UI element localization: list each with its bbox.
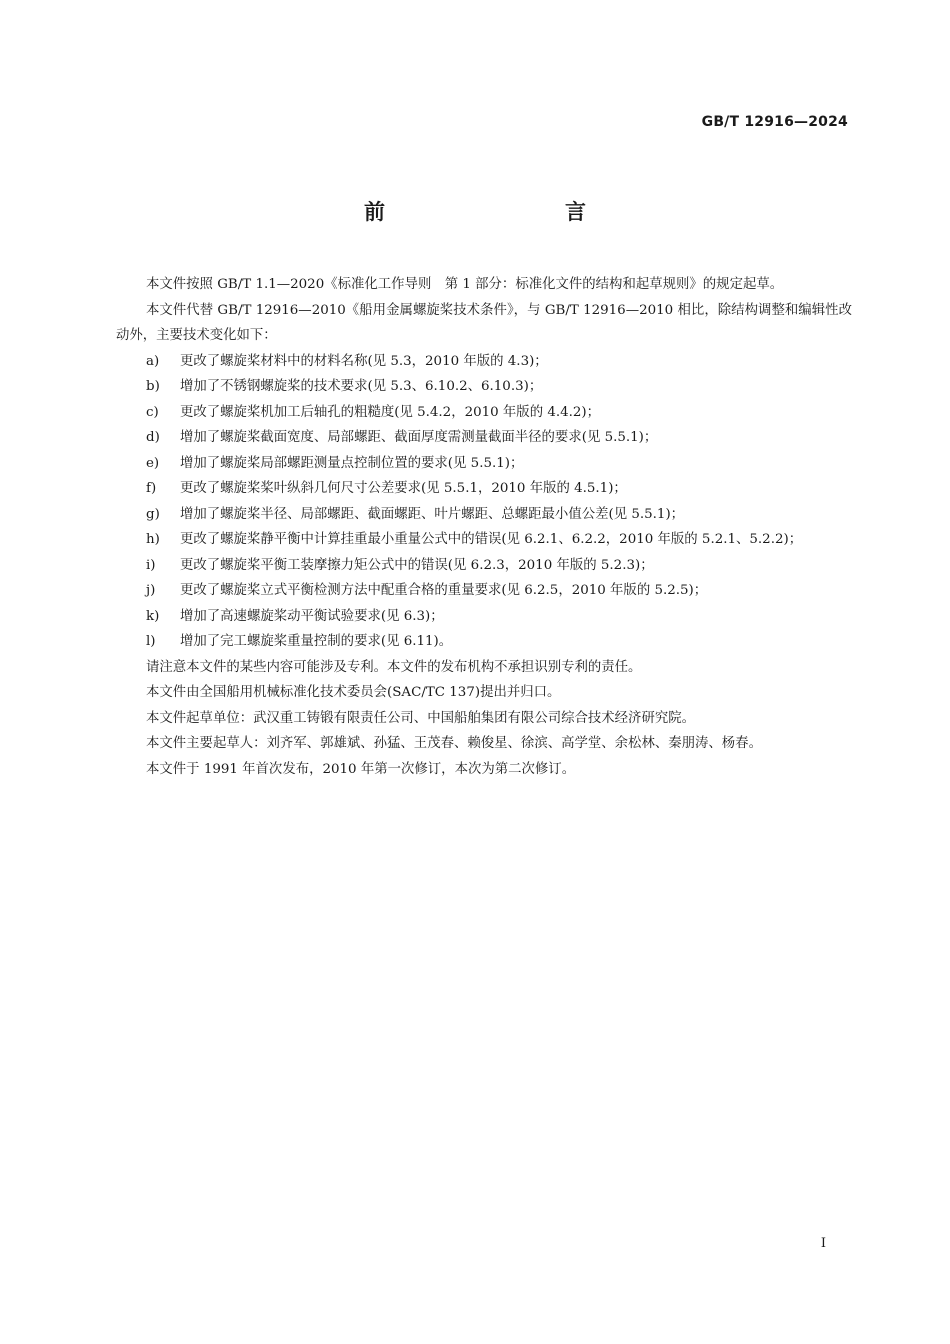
list-item <box>116 629 852 655</box>
list-item-label: d) <box>146 430 160 445</box>
list-item-label: c) <box>146 404 159 420</box>
list-item-label: e) <box>146 455 160 471</box>
list-item-text: 更改了螺旋桨立式平衡检测方法中配重合格的重量要求(见 6.2.5，2010 年版的 5.2.5)； <box>180 583 708 598</box>
list-item-text: 增加了螺旋桨局部螺距测量点控制位置的要求(见 5.5.1)； <box>180 455 524 471</box>
list-item-label: k) <box>146 608 160 624</box>
patent-notice: 请注意本文件的某些内容可能涉及专利。本文件的发布机构不承担识别专利的责任。 <box>146 659 642 675</box>
list-item-label: f) <box>146 481 157 496</box>
page-title: 前 言 <box>364 200 632 224</box>
list-item-label: h) <box>146 532 160 547</box>
list-item-text: 更改了螺旋桨机加工后轴孔的粗糙度(见 5.4.2，2010 年版的 4.4.2)； <box>180 404 601 420</box>
proposer-statement: 本文件由全国船用机械标准化技术委员会(SAC/TC 137)提出并归口。 <box>146 685 561 700</box>
list-item-text: 增加了完工螺旋桨重量控制的要求(见 6.11)。 <box>180 634 453 649</box>
list-item <box>116 527 852 553</box>
list-item-text: 增加了螺旋桨半径、局部螺距、截面螺距、叶片螺距、总螺距最小值公差(见 5.5.1)； <box>180 506 685 522</box>
drafters: 本文件主要起草人：刘齐军、郭雄斌、孙猛、王茂春、赖俊星、徐滨、高学堂、余松林、秦朋涛、杨春。 <box>146 736 762 751</box>
list-item-label: i) <box>146 557 156 573</box>
list-item-label: j) <box>146 583 156 598</box>
list-item-label: g) <box>146 506 160 522</box>
list-item <box>116 349 852 375</box>
list-item-label: l) <box>146 634 156 649</box>
list-item <box>116 604 852 630</box>
page-number: I <box>820 1236 826 1251</box>
list-item-label: a) <box>146 353 160 369</box>
list-item <box>116 400 852 426</box>
list-item-text: 增加了不锈钢螺旋桨的技术要求(见 5.3、6.10.2、6.10.3)； <box>180 379 543 394</box>
list-item <box>116 578 852 604</box>
publication-history: 本文件于 1991 年首次发布，2010 年第一次修订，本次为第二次修订。 <box>146 761 576 777</box>
intro-paragraph: 本文件代替 GB/T 12916—2010《船用金属螺旋桨技术条件》，与 GB/T 12916—2010 相比，除结构调整和编辑性改动外，主要技术变化如下： <box>116 302 852 343</box>
foreword-body <box>116 272 852 782</box>
list-item <box>116 476 852 502</box>
list-item <box>116 502 852 528</box>
list-item <box>116 451 852 477</box>
list-item-text: 更改了螺旋桨桨叶纵斜几何尺寸公差要求(见 5.5.1，2010 年版的 4.5.1)； <box>180 481 627 496</box>
list-item-text: 增加了高速螺旋桨动平衡试验要求(见 6.3)； <box>180 608 444 624</box>
drafting-units: 本文件起草单位：武汉重工铸锻有限责任公司、中国船舶集团有限公司综合技术经济研究院。 <box>146 710 696 726</box>
list-item <box>116 374 852 400</box>
list-item-text: 增加了螺旋桨截面宽度、局部螺距、截面厚度需测量截面半径的要求(见 5.5.1)； <box>180 430 658 445</box>
changes-list <box>116 349 852 655</box>
list-item <box>116 425 852 451</box>
list-item-label: b) <box>146 379 160 394</box>
list-item-text: 更改了螺旋桨材料中的材料名称(见 5.3，2010 年版的 4.3)； <box>180 353 548 369</box>
list-item-text: 更改了螺旋桨静平衡中计算挂重最小重量公式中的错误(见 6.2.1、6.2.2，2010 年版的 5.2.1、5.2.2)； <box>180 532 803 547</box>
intro-paragraph: 本文件按照 GB/T 1.1—2020《标准化工作导则 第 1 部分：标准化文件的结构和起草规则》的规定起草。 <box>146 277 784 292</box>
standard-code: GB/T 12916—2024 <box>701 114 848 130</box>
list-item-text: 更改了螺旋桨平衡工装摩擦力矩公式中的错误(见 6.2.3，2010 年版的 5.2.3)； <box>180 557 654 573</box>
list-item <box>116 553 852 579</box>
